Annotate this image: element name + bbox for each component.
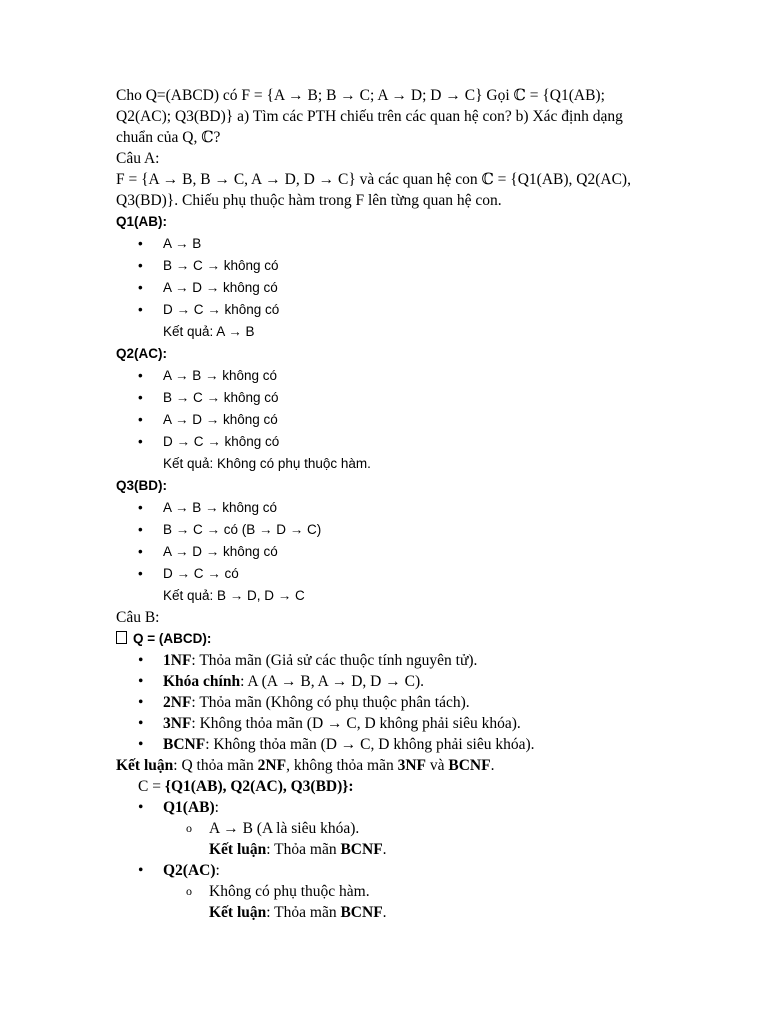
list-item: • B → C → không có [116,387,656,409]
conclusion-text: : Thỏa mãn [266,904,341,921]
subrelations-heading [116,776,656,797]
part-a-description: F = {A → B, B → C, A → D, D → C} và các quan hệ con ℂ = {Q1(AB), Q2(AC), Q3(BD)}. Chiếu phụ thuộc hàm trong F lên từng quan hệ con. [116,171,631,209]
list-item [116,797,656,818]
sub2-conclusion [116,902,656,923]
conclusion-bold: BCNF [340,904,383,921]
list-item: • D → C → có [116,563,656,585]
conclusion-text: : Q thỏa mãn [173,757,258,774]
list-item [116,692,656,713]
item-label: 2NF [163,694,192,711]
q1-result: Kết quả: A → B [163,324,255,339]
conclusion-text: . [382,841,387,858]
conclusion-bold: 2NF [257,757,287,774]
part-b-title: Câu B: [116,609,160,626]
subrelations-set: {Q1(AB), Q2(AC), Q3(BD)}: [164,778,354,795]
list-item [116,650,656,671]
colon: : [214,799,219,816]
problem-statement: Cho Q=(ABCD) có F = {A → B; B → C; A → D; D → C} Gọi ℂ = {Q1(AB); Q2(AC); Q3(BD)} a) Tìm các PTH chiếu trên các quan hệ con? b) Xác định dạng chuẩn của Q, ℂ? [116,87,623,146]
sub2-label: Q2(AC) [163,862,216,879]
item-label: 3NF [163,715,192,732]
sub2-detail-list [116,881,656,902]
list-item: • B → C → có (B → D → C) [116,519,656,541]
part-a-title: Câu A: [116,150,160,167]
item-label: Khóa chính [163,673,241,690]
subrelation-list [116,860,656,881]
q1-dependency-list [116,233,656,321]
missing-glyph-icon [116,631,127,644]
list-item: • A → D → không có [116,409,656,431]
list-item [116,734,656,755]
colon: : [215,862,220,879]
conclusion-label: Kết luận [209,904,267,921]
q2-result: Kết quả: Không có phụ thuộc hàm. [163,456,371,471]
conclusion-label: Kết luận [116,757,174,774]
sub1-conclusion [116,839,656,860]
list-item: • D → C → không có [116,299,656,321]
list-item [116,713,656,734]
conclusion-bold: BCNF [340,841,383,858]
item-text: : Thỏa mãn (Không có phụ thuộc phân tách). [191,694,470,711]
sub1-label: Q1(AB) [163,799,215,816]
list-item: • A → D → không có [116,277,656,299]
q3-heading: Q3(BD): [116,478,167,493]
list-item: • B → C → không có [116,255,656,277]
conclusion-bold: 3NF [397,757,426,774]
item-label: 1NF [163,652,192,669]
list-item: • A → B → không có [116,497,656,519]
list-item [116,671,656,692]
q2-dependency-list [116,365,656,453]
conclusion-text: . [490,757,495,774]
sub1-detail-list [116,818,656,839]
conclusion-label: Kết luận [209,841,267,858]
q-relation-heading [116,628,656,650]
q2-heading: Q2(AC): [116,346,167,361]
item-text: : Không thỏa mãn (D → C, D không phải siêu khóa). [205,736,535,753]
list-item: o A → B (A là siêu khóa). [116,818,656,839]
conclusion-text: và [426,757,449,774]
document-page [116,85,656,923]
q3-dependency-list [116,497,656,585]
subrelation-list [116,797,656,818]
list-item: • A → D → không có [116,541,656,563]
item-label: BCNF [163,736,206,753]
list-item: • A → B [116,233,656,255]
conclusion-text: : Thỏa mãn [266,841,341,858]
conclusion-text: , không thỏa mãn [286,757,398,774]
conclusion-text: . [382,904,387,921]
q-normal-form-list [116,650,656,755]
conclusion-bold: BCNF [448,757,491,774]
list-item [116,860,656,881]
item-text: : Thỏa mãn (Giả sử các thuộc tính nguyên tử). [191,652,478,669]
q-relation-heading-text: Q = (ABCD): [133,631,212,646]
q1-heading: Q1(AB): [116,214,167,229]
list-item: • A → B → không có [116,365,656,387]
list-item: • D → C → không có [116,431,656,453]
list-item: o Không có phụ thuộc hàm. [116,881,656,902]
q-conclusion [116,755,656,776]
subrelations-prefix: C = [138,778,165,795]
item-text: : Không thỏa mãn (D → C, D không phải siêu khóa). [191,715,521,732]
item-text: : A (A → B, A → D, D → C). [240,673,424,690]
q3-result: Kết quả: B → D, D → C [163,588,305,603]
